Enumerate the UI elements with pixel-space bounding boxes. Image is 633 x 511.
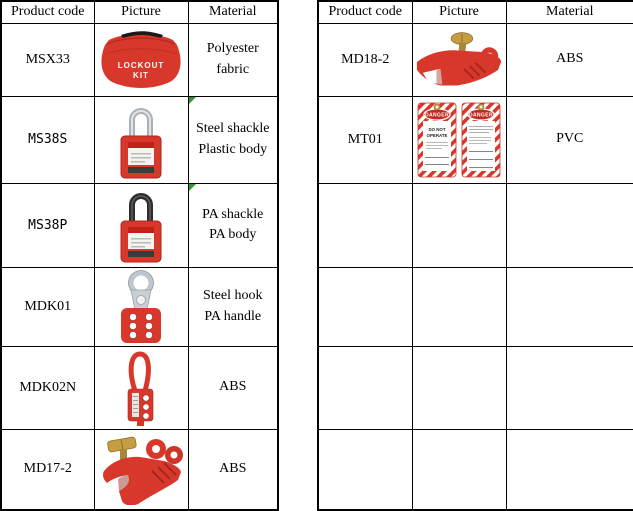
product-code-cell: MSX33 bbox=[1, 23, 94, 96]
table-row bbox=[318, 346, 633, 429]
product-code-cell: MDK01 bbox=[1, 267, 94, 346]
column-header-material: Material bbox=[506, 1, 633, 23]
table-row bbox=[318, 23, 633, 96]
picture-cell bbox=[412, 346, 506, 429]
material-line: Steel hook bbox=[189, 286, 278, 306]
lockout-kit-bag-image bbox=[97, 29, 185, 91]
material-line: ABS bbox=[189, 377, 278, 397]
picture-cell bbox=[412, 96, 506, 183]
breaker-lockout-image bbox=[96, 433, 186, 505]
picture-cell bbox=[412, 183, 506, 267]
material-line: PVC bbox=[507, 129, 633, 149]
product-code-cell: MT01 bbox=[318, 96, 412, 183]
picture-cell bbox=[412, 267, 506, 346]
product-code-cell bbox=[318, 346, 412, 429]
header-row bbox=[318, 1, 633, 23]
material-line: Plastic body bbox=[189, 140, 278, 160]
product-code-cell bbox=[318, 267, 412, 346]
picture-cell bbox=[94, 183, 188, 267]
cell-flag-marker bbox=[189, 184, 196, 191]
picture-cell bbox=[94, 267, 188, 346]
picture-cell bbox=[94, 23, 188, 96]
tag-operate-text: OPERATE bbox=[427, 133, 448, 138]
product-code-cell bbox=[318, 183, 412, 267]
table-row bbox=[318, 267, 633, 346]
bag-label-text: KIT bbox=[133, 71, 149, 80]
material-cell bbox=[188, 267, 278, 346]
column-header-picture: Picture bbox=[412, 1, 506, 23]
steel-shackle-padlock-image bbox=[118, 100, 164, 180]
table-row bbox=[1, 346, 278, 429]
tag-do-not-text: DO NOT bbox=[428, 127, 445, 132]
table-row bbox=[1, 183, 278, 267]
table-row bbox=[318, 429, 633, 510]
tag-danger-text: DANGER bbox=[469, 112, 493, 118]
breaker-lockout-image bbox=[413, 29, 505, 91]
product-code-cell: MD17-2 bbox=[1, 429, 94, 510]
danger-tags-image bbox=[413, 101, 505, 179]
table-row bbox=[1, 23, 278, 96]
product-code-cell bbox=[318, 429, 412, 510]
column-header-material: Material bbox=[188, 1, 278, 23]
left-product-table bbox=[0, 0, 279, 511]
material-cell bbox=[188, 23, 278, 96]
table-row bbox=[318, 96, 633, 183]
tag-danger-text: DANGER bbox=[425, 112, 449, 118]
picture-cell bbox=[412, 23, 506, 96]
product-code-cell: MD18-2 bbox=[318, 23, 412, 96]
material-line: PA body bbox=[189, 225, 278, 245]
material-line: ABS bbox=[189, 459, 278, 479]
material-line: PA handle bbox=[189, 307, 278, 327]
picture-cell bbox=[412, 429, 506, 510]
material-line: Steel shackle bbox=[189, 119, 278, 139]
column-header-product-code: Product code bbox=[318, 1, 412, 23]
material-cell bbox=[506, 346, 633, 429]
header-row bbox=[1, 1, 278, 23]
product-code-cell: MS38P bbox=[1, 183, 94, 267]
table-row bbox=[1, 96, 278, 183]
table-row bbox=[1, 267, 278, 346]
picture-cell bbox=[94, 346, 188, 429]
steel-hasp-image bbox=[114, 270, 168, 344]
material-line: fabric bbox=[189, 60, 278, 80]
material-cell bbox=[506, 267, 633, 346]
picture-cell bbox=[94, 96, 188, 183]
material-cell bbox=[506, 429, 633, 510]
material-cell bbox=[506, 96, 633, 183]
material-cell bbox=[188, 346, 278, 429]
table-row bbox=[318, 183, 633, 267]
picture-cell bbox=[94, 429, 188, 510]
material-line: ABS bbox=[507, 49, 633, 69]
nylon-hasp-image bbox=[120, 349, 162, 427]
material-line: Polyester bbox=[189, 39, 278, 59]
material-cell bbox=[188, 429, 278, 510]
material-cell bbox=[506, 23, 633, 96]
material-cell bbox=[188, 96, 278, 183]
column-header-product-code: Product code bbox=[1, 1, 94, 23]
bag-label-text: LOCKOUT bbox=[118, 61, 165, 70]
column-header-picture: Picture bbox=[94, 1, 188, 23]
material-cell bbox=[188, 183, 278, 267]
product-code-cell: MDK02N bbox=[1, 346, 94, 429]
pa-shackle-padlock-image bbox=[118, 186, 164, 264]
right-product-table bbox=[317, 0, 633, 511]
material-line: PA shackle bbox=[189, 205, 278, 225]
material-cell bbox=[506, 183, 633, 267]
product-code-cell: MS38S bbox=[1, 96, 94, 183]
table-row bbox=[1, 429, 278, 510]
cell-flag-marker bbox=[189, 97, 196, 104]
